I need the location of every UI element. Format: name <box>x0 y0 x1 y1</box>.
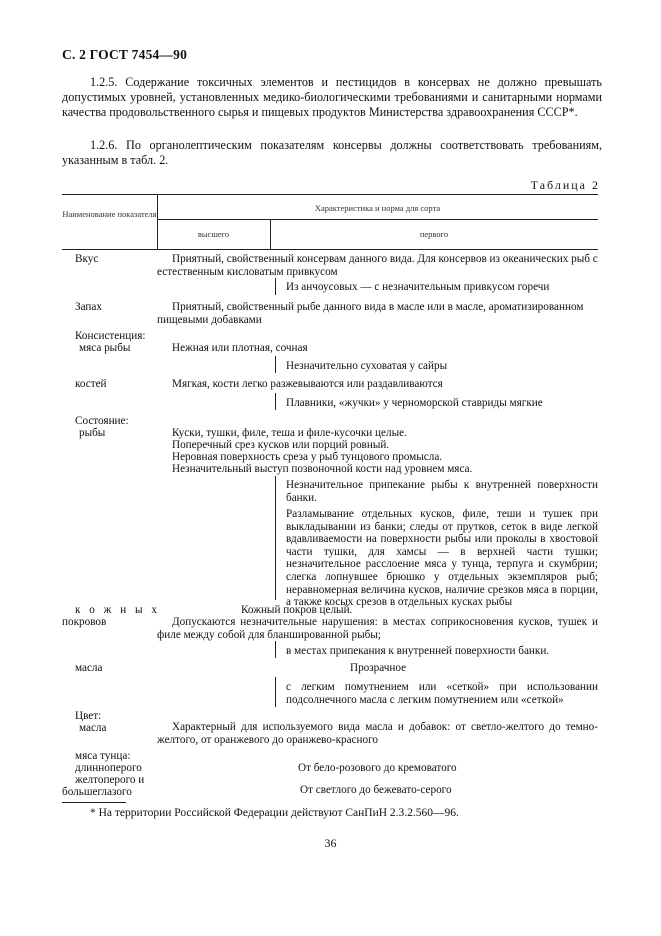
oil-first: с легким помутнением или «сеткой» при использовании подсолнечного масла с легким помутнением или «сеткой» <box>286 681 598 706</box>
header-characteristic: Характеристика и норма для сорта <box>314 203 441 213</box>
footnote-rule <box>62 802 126 803</box>
tuna-long-value: От бело-розового до кремоватого <box>298 762 457 774</box>
row-label-bones: костей <box>75 378 107 390</box>
table-header-bottom-rule <box>62 249 598 250</box>
fish-meat-first: Незначительно суховатая у сайры <box>286 360 448 372</box>
header-first-grade: первого <box>419 229 449 239</box>
paragraph-1-2-5: 1.2.5. Содержание токсичных элементов и пестицидов в консервах не должно превышать допустимых уровней, установленных медико-биологическими требованиями и санитарными нормами качества продовольственного сырья и пищевых продуктов Министерства здравоохранения СССР*. <box>62 75 602 119</box>
row-label-skin-a: к о ж н ы х <box>75 604 157 616</box>
footnote: * На территории Российской Федерации действуют СанПиН 2.3.2.560—96. <box>90 807 459 819</box>
taste-first: Из анчоусовых — с незначительным привкусом горечи <box>286 281 550 293</box>
row-label-tuna-long: длинноперого <box>75 762 142 774</box>
first-grade-bar <box>275 393 276 410</box>
row-label-smell: Запах <box>75 301 102 313</box>
page-number: 36 <box>324 836 337 850</box>
row-label-state: Состояние: <box>75 415 129 427</box>
first-grade-bar <box>275 476 276 600</box>
fish-line-4: Незначительный выступ позвоночной кости над уровнем мяса. <box>172 463 473 475</box>
row-label-consistency: Консистенция: <box>75 330 146 342</box>
row-label-oil: масла <box>75 662 103 674</box>
row-label-taste: Вкус <box>75 253 99 265</box>
oil-both: Прозрачное <box>350 662 407 674</box>
table-title: Таблица 2 <box>530 178 600 192</box>
smell-both: Приятный, свойственный рыбе данного вида в масле или в масле, ароматизированном пищевыми добавками <box>157 301 584 326</box>
header-name-col: Наименование показателя <box>62 209 157 219</box>
fish-line-3: Неровная поверхность среза у рыб тунцового промысла. <box>172 451 443 463</box>
first-grade-bar <box>275 278 276 295</box>
row-label-oil-color: масла <box>79 722 107 734</box>
fish-first-2: Разламывание отдельных кусков, филе, теши и тушек при выкладывании из банки; следы от прутков, сеток в виде легкой вдавливаемости на поверхности рыбы или проколы в хвостовой части тушки, для хамсы — в верхней части тушки; незначительное расслоение мяса у тунца, терпуга и скумбрии; слегка лопнувшее брюшко у отдельных экземпляров рыб; неравномерная величина кусков, наличие срезков мяса в порции, а также косых срезов в отдельных кусках рыбы <box>286 508 598 609</box>
first-grade-bar <box>275 641 276 658</box>
row-label-skin-b: покровов <box>62 616 107 628</box>
skin-line-2: Допускаются незначительные нарушения: в местах соприкосновения кусков, тушек и филе между собой для бланшированной рыбы; <box>157 616 598 641</box>
fish-first-1: Незначительное припекание рыбы к внутренней поверхности банки. <box>286 479 598 504</box>
row-label-tuna: мяса тунца: <box>75 750 131 762</box>
bones-first: Плавники, «жучки» у черноморской ставриды мягкие <box>286 397 543 409</box>
page-header: С. 2 ГОСТ 7454—90 <box>62 47 188 62</box>
taste-both: Приятный, свойственный консервам данного вида. Для консервов из океанических рыб с естественным кисловатым привкусом <box>157 253 598 278</box>
row-label-fish-meat: мяса рыбы <box>79 342 131 354</box>
fish-line-1: Куски, тушки, филе, теша и филе-кусочки целые. <box>172 427 407 439</box>
paragraph-1-2-6: 1.2.6. По органолептическим показателям консервы должны соответствовать требованиям, указанным в табл. 2. <box>62 138 602 167</box>
fish-line-2: Поперечный срез кусков или порций ровный. <box>172 439 390 451</box>
row-label-fish: рыбы <box>79 427 106 439</box>
first-grade-bar <box>275 356 276 373</box>
skin-first: в местах припекания к внутренней поверхности банки. <box>286 645 550 657</box>
table-top-rule <box>62 194 598 195</box>
row-label-tuna-yellow: желтоперого и <box>75 774 145 786</box>
table-subheader-rule <box>157 219 598 220</box>
first-grade-bar <box>275 677 276 707</box>
row-label-color: Цвет: <box>75 710 102 722</box>
header-highest-grade: высшего <box>197 229 230 239</box>
fish-meat-both: Нежная или плотная, сочная <box>172 342 308 354</box>
skin-line-1: Кожный покров целый. <box>241 604 353 616</box>
tuna-yellow-value: От светлого до бежевато-серого <box>300 784 452 796</box>
row-label-tuna-bigeye: большеглазого <box>62 786 132 798</box>
bones-both: Мягкая, кости легко разжевываются или раздавливаются <box>172 378 443 390</box>
oil-color-both: Характерный для используемого вида масла и добавок: от светло-желтого до темно-желтого, от оранжевого до оранжево-красного <box>157 721 598 746</box>
